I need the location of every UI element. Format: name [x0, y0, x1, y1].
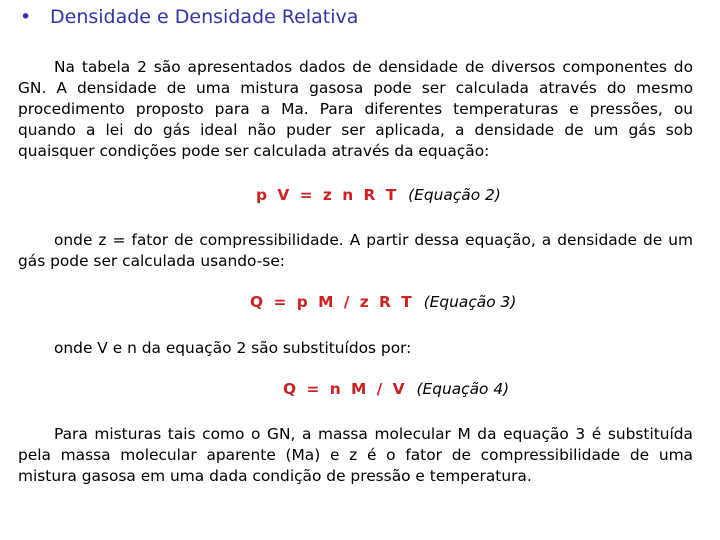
equation-4-formula: Q = n M / V [283, 380, 406, 398]
equation-2 [256, 186, 501, 204]
bullet-icon: • [20, 6, 32, 28]
equation-3-formula: Q = p M / z R T [250, 293, 413, 311]
equation-2-formula: p V = z n R T [256, 186, 398, 204]
equation-3 [250, 293, 516, 311]
equation-2-label: (Equação 2) [408, 186, 501, 204]
paragraph-compressibility: onde z = fator de compressibilidade. A partir dessa equação, a densidade de um gás pode ser calculada usando-se: [18, 231, 693, 270]
section-heading [20, 6, 358, 28]
paragraph-substitution: onde V e n da equação 2 são substituídos por: [54, 339, 412, 357]
paragraph-intro: Na tabela 2 são apresentados dados de densidade de diversos componentes do GN. A densidade de uma mistura gasosa pode ser calculada através do mesmo procedimento proposto para a Ma. Para diferentes temperaturas e pressões, ou quando a lei do gás ideal não puder ser aplicada, a densidade de um gás sob quaisquer condições pode ser calculada através da equação: [18, 58, 693, 160]
equation-4 [283, 380, 509, 398]
equation-4-label: (Equação 4) [416, 380, 510, 398]
section-title: Densidade e Densidade Relativa [50, 6, 359, 28]
equation-3-label: (Equação 3) [423, 293, 517, 311]
paragraph-mixtures: Para misturas tais como o GN, a massa molecular M da equação 3 é substituída pela massa molecular aparente (Ma) e z é o fator de compressibilidade de uma mistura gasosa em uma dada condição de pressão e temperatura. [18, 425, 693, 485]
